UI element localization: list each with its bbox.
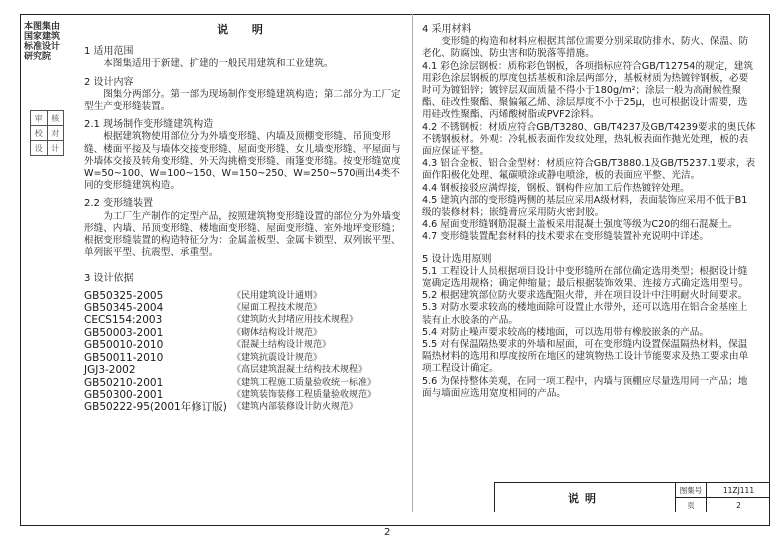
standard-code: GB50210-2001 [84, 376, 164, 389]
section-2-2-body: 为工厂生产制作的定型产品，按照建筑物变形缝设置的部位分为外墙变形缝、内墙、吊顶变形缝、楼地面变形缝、屋面变形缝、室外地坪变形缝；根据变形缝装置的构造特征分为：金属盖板型、金属卡锁型、双列嵌平型、单列嵌平型、抗震型、承重型。 [84, 210, 401, 259]
section-5-2: 5.2 根据建筑部位防火要求选配阻火带，并在项目设计中注明耐火时间要求。 [422, 290, 748, 302]
section-5-1: 5.1 工程设计人员根据项目设计中变形缝所在部位确定选用类型；根据设计缝宽确定选用规格；确定伸缩量；最后根据装饰效果、连接方式确定选用型号。 [422, 265, 749, 290]
grid-cell: 核 [47, 111, 64, 126]
section-4-heading: 4 采用材料 [422, 24, 472, 35]
section-2-1-heading: 2.1 现场制作变形缝建筑构造 [84, 119, 214, 131]
standard-code: GB50345-2004 [84, 302, 164, 315]
standard-name: 《砌体结构设计规范》 [232, 327, 323, 338]
section-4-body: 变形缝的构造和材料应根据其部位需要分别采取防排水、防火、保温、防老化、防腐蚀、防虫害和防脱落等措施。 [422, 36, 749, 60]
standard-name: 《建筑内部装修设计防火规范》 [232, 402, 359, 413]
standard-row [84, 314, 406, 326]
standard-code: GB50010-2010 [84, 339, 164, 352]
section-5-4: 5.4 对防止噪声要求较高的楼地面，可以选用带有橡胶嵌条的产品。 [422, 326, 709, 338]
atlas-number: 11ZJ111 [722, 485, 755, 495]
title-block-info [676, 483, 770, 512]
section-2-2-heading: 2.2 变形缝装置 [84, 198, 154, 210]
standard-row [84, 302, 406, 314]
section-2-heading: 2 设计内容 [84, 76, 134, 88]
standard-name: 《混凝土结构设计规范》 [232, 340, 332, 351]
section-2-1-body: 根据建筑物使用部位分为外墙变形缝、内墙及顶棚变形缝、吊顶变形缝、楼面平接及与墙体交接变形缝、屋面变形缝、女儿墙变形缝、平屋面与外墙体交接及转角变形缝、外天沟挑檐变形缝、雨篷变形缝。按变形缝宽度W=50~100、W=100~150、W=150~250、W=250~570画出4类不同的变形缝建筑构造。 [84, 131, 401, 192]
standard-row [84, 290, 406, 302]
standard-row [84, 339, 406, 351]
page-value: 2 [736, 500, 741, 510]
left-column [84, 22, 406, 414]
section-1-body: 本图集适用于新建、扩建的一般民用建筑和工业建筑。 [103, 58, 334, 70]
section-4-5: 4.5 建筑内部的变形缝两侧的基层应采用A级材料，表面装饰应采用不低于B1级的装修材料；嵌缝膏应采用防火密封胶。 [422, 194, 748, 219]
margin-stamp: 本图集由国家建筑标准设计研究院 [24, 22, 61, 62]
standard-name: 《建筑装饰装修工程质量验收规范》 [232, 389, 377, 400]
standard-row [84, 352, 406, 364]
section-5-3: 5.3 对防水要求较高的楼地面除可设置止水带外，还可以选用在铝合金基座上装有止水胶条的产品。 [422, 302, 748, 326]
standard-code: GB50003-2001 [84, 326, 164, 339]
section-5-heading: 5 设计选用原则 [422, 253, 492, 265]
section-4-2: 4.2 不锈钢板：材质应符合GB/T3280、GB/T4237及GB/T4239要求的奥氏体不锈钢板材。外观：冷轧板表面作发纹处理，热轧板表面作抛光处理，板的表面应保证平整。 [422, 121, 756, 158]
section-4-1: 4.1 彩色涂层钢板：质称彩色钢板，各项指标应符合GB/T12754的规定，建筑用彩色涂层钢板的厚度包括基板和涂层两部分，基板材质为热镀锌钢板，必要时可为镀铝锌；镀锌层双面质量不得小于180g/m²；涂层一般为高耐候性聚酯、硅改性聚酯、聚偏氟乙烯、涂层厚度不小于25μ，也可根据设计需要，选用硅改性聚酯、丙烯酸树脂或PVF2涂料。 [422, 60, 753, 121]
page-label: 页 [676, 498, 707, 512]
standard-name: 《建筑工程施工质量验收统一标准》 [232, 377, 377, 388]
standard-row [84, 377, 406, 389]
standard-name: 《建筑抗震设计规范》 [232, 352, 323, 363]
atlas-row [676, 483, 770, 498]
standards-list [84, 290, 406, 414]
section-2-body: 图集分两部分。第一部为现场制作变形缝建筑构造；第二部分为工厂定型生产变形缝装置。 [84, 88, 401, 113]
standard-code: GB50011-2010 [84, 351, 164, 364]
title-block [494, 482, 770, 512]
standard-code: JGJ3-2002 [84, 364, 136, 377]
grid-cell: 校 [31, 126, 48, 141]
right-column [422, 22, 756, 400]
standard-code: GB50300-2001 [84, 388, 164, 401]
atlas-label: 图集号 [676, 483, 707, 497]
page-title: 说 明 [217, 23, 273, 36]
page-row [676, 498, 770, 512]
standard-name: 《民用建筑设计通则》 [232, 290, 323, 301]
grid-cell: 对 [47, 126, 64, 141]
section-1-heading: 1 适用范围 [84, 46, 134, 58]
section-3-heading: 3 设计依据 [84, 273, 134, 285]
grid-cell: 计 [47, 141, 64, 156]
standard-row [84, 364, 406, 376]
section-4-6: 4.6 屋面变形缝钢筋混凝土盖板采用混凝土强度等级为C20的细石混凝土。 [422, 219, 738, 231]
section-4-3: 4.3 铝合金板、铝合金型材：材质应符合GB/T3880.1及GB/T5237.1要求，表面作阳极化处理、氟碳喷涂或静电喷涂，板的表面应平整、光洁。 [422, 158, 756, 182]
column-divider [412, 14, 413, 512]
page-number: 2 [384, 527, 391, 538]
section-4-4: 4.4 钢板接驳应满焊接，钢板、钢构件应加工后作热镀锌处理。 [422, 182, 690, 194]
standard-row [84, 389, 406, 401]
standard-code: CECS154:2003 [84, 314, 163, 327]
margin-signature-grid [30, 110, 64, 156]
title-block-name: 说明 [495, 483, 676, 512]
standard-name: 《高层建筑混凝土结构技术规程》 [232, 365, 368, 376]
grid-cell: 审 [31, 111, 48, 126]
standard-row [84, 327, 406, 339]
section-5-6: 5.6 为保持整体美观，在同一项工程中，内墙与顶棚应尽量选用同一产品；地面与墙面应选用宽度相同的产品。 [422, 375, 748, 399]
standard-name: 《建筑防火封堵应用技术规程》 [232, 315, 359, 326]
standard-code: GB50325-2005 [84, 289, 164, 302]
standard-code: GB50222-95(2001年修订版) [84, 401, 227, 414]
standard-row [84, 401, 406, 413]
grid-cell: 设 [31, 141, 48, 156]
section-5-5: 5.5 对有保温隔热要求的外墙和屋面，可在变形缝内设置保温隔热材料，保温隔热材料的选用和厚度按所在地区的建筑物热工设计节能要求及热工要求由单项工程设计确定。 [422, 339, 749, 375]
section-4-7: 4.7 变形缝装置配套材料的技术要求在变形缝装置补充说明中详述。 [422, 231, 709, 243]
standard-name: 《屋面工程技术规范》 [232, 303, 323, 314]
